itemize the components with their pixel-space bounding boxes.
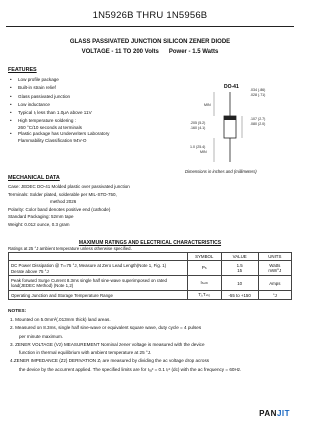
bullet-icon: •	[10, 85, 12, 91]
table-cell: Peak forward Surge Current 8.3ms single half sine-wave superimposed on rated load(JEDEC Method) (Note 1,2)	[9, 276, 188, 291]
mech-line: Polarity: Color band denotes positive end (cathode)	[8, 206, 111, 212]
table-cell: °J	[258, 291, 291, 300]
panjit-logo: PANJIT	[259, 409, 290, 418]
feature-item: • Glass passivated junction	[8, 93, 158, 101]
package-label: DO-41	[224, 84, 239, 90]
note-line: per minute maximum.	[19, 333, 64, 339]
table-row	[9, 291, 292, 300]
mechanical-data-heading: MECHANICAL DATA	[8, 175, 60, 181]
table-header-cell: VALUE	[221, 253, 258, 261]
table-cell: Watts mW/°J	[258, 261, 291, 276]
note-line: 4.ZENER IMPEDANCE (Zz) DERIVATION Zᵣ are measured by dividing the ac voltage drop across	[10, 358, 210, 364]
table-header-cell: SYMBOL	[187, 253, 221, 261]
ratings-note: Ratings at 25 °J ambient temperature unless otherwise specified.	[8, 246, 132, 251]
table-cell: DC Power Dissipation @ Tₗ=75 °J, Measure at Zero Lead Length(Note 1, Fig. 1) Derate above 75 °J	[9, 261, 188, 276]
dim-label: .034 (.86)	[250, 88, 266, 92]
bullet-icon: •	[10, 118, 12, 124]
table-cell: 1.5 15	[221, 261, 258, 276]
title-divider	[6, 26, 294, 27]
table-cell: Amps	[258, 276, 291, 291]
table-cell: Pₙ	[187, 261, 221, 276]
mech-line: Weight: 0.012 ounce, 0.3 gram	[8, 221, 70, 227]
mech-line: Case: JEDEC DO-41 Molded plastic over passivated junction	[8, 184, 130, 189]
ratings-table	[8, 252, 292, 300]
dim-label: .028 (.71)	[250, 93, 266, 97]
bullet-icon: •	[10, 77, 12, 82]
mech-line: method 2026	[50, 199, 77, 204]
bullet-icon: •	[10, 131, 12, 137]
table-cell: -55 to +150	[221, 291, 258, 300]
table-cell: Tⱼ,Tₛₜₒ	[187, 291, 221, 300]
note-line: 2. Measured on 8.3ms, single half sine-wave or equivalent square wave, duty cycle = 4 pulses	[10, 325, 202, 331]
table-header-cell: UNITS	[258, 253, 291, 261]
dim-label: .107 (2.7)	[250, 117, 266, 121]
diagram-caption: Dimensions in inches and (millimeters)	[185, 169, 257, 174]
feature-item: • Built-in strain relief	[8, 84, 158, 92]
note-line: 3. ZENER VOLTAGE (Vz) MEASUREMENT Nominal zener voltage is measured with the device	[10, 341, 205, 347]
note-line: the device by the accurrent applied. The specified limits are for Iᵣₐᶜ = 0.1 Iᵣᶜ (dc) with the ac frequency = 60Hz.	[19, 366, 242, 372]
features-list	[8, 76, 158, 143]
table-cell: Iₙₛₘ	[187, 276, 221, 291]
feature-item: • Low profile package	[8, 76, 158, 84]
notes-list	[10, 316, 294, 374]
page-title: 1N5926B THRU 1N5956B	[92, 10, 208, 21]
dim-label: .205 (5.2)	[190, 121, 206, 125]
mechanical-data-list	[8, 183, 168, 228]
do41-package-diagram	[188, 74, 298, 166]
dim-label: .080 (2.0)	[250, 122, 266, 126]
ratings-heading: MAXIMUM RATINGS AND ELECTRICAL CHARACTERISTICS	[78, 240, 222, 246]
feature-item: • Plastic package has Underwriters Laboratory Flammability Classification 94V-O	[10, 131, 110, 143]
feature-item: • High temperature soldering : 260 °C/10 seconds at terminals	[10, 118, 82, 130]
table-header-row	[9, 253, 292, 261]
table-cell: 10	[221, 276, 258, 291]
table-row	[9, 276, 292, 291]
voltage-power-spec: VOLTAGE - 11 TO 200 Volts Power - 1.5 Watts	[81, 49, 219, 55]
feature-item: • Typical Iᵣ less than 1.0μA above 11V	[8, 109, 158, 117]
features-heading: FEATURES	[8, 67, 37, 73]
product-description: GLASS PASSIVATED JUNCTION SILICON ZENER DIODE	[69, 39, 231, 45]
table-row	[9, 261, 292, 276]
dim-label: 1.0 (25.4)	[190, 145, 206, 149]
dim-label: .160 (4.1)	[190, 126, 206, 130]
bullet-icon: •	[10, 93, 12, 99]
table-cell: Operating Junction and Storage Temperature Range	[9, 291, 188, 300]
note-line: function in thermal equilibrium with ambient temperature at 25 °J.	[19, 350, 152, 356]
mech-line: Terminals: Solder plated, solderable per MIL-STD-750,	[8, 191, 117, 197]
bullet-icon: •	[10, 110, 12, 116]
cathode-band	[224, 116, 236, 120]
feature-item: • Low inductance	[8, 101, 158, 109]
bullet-icon: •	[10, 101, 12, 107]
mech-line: Standard Packaging: 52mm tape	[8, 214, 74, 219]
notes-heading: NOTES:	[8, 309, 27, 314]
note-line: 1. Mounted on 5.0mm²(.013mm thick) land areas.	[10, 317, 111, 322]
dim-label: MIN	[204, 103, 211, 107]
table-header-cell	[9, 253, 188, 261]
dim-label: MIN	[200, 150, 207, 154]
